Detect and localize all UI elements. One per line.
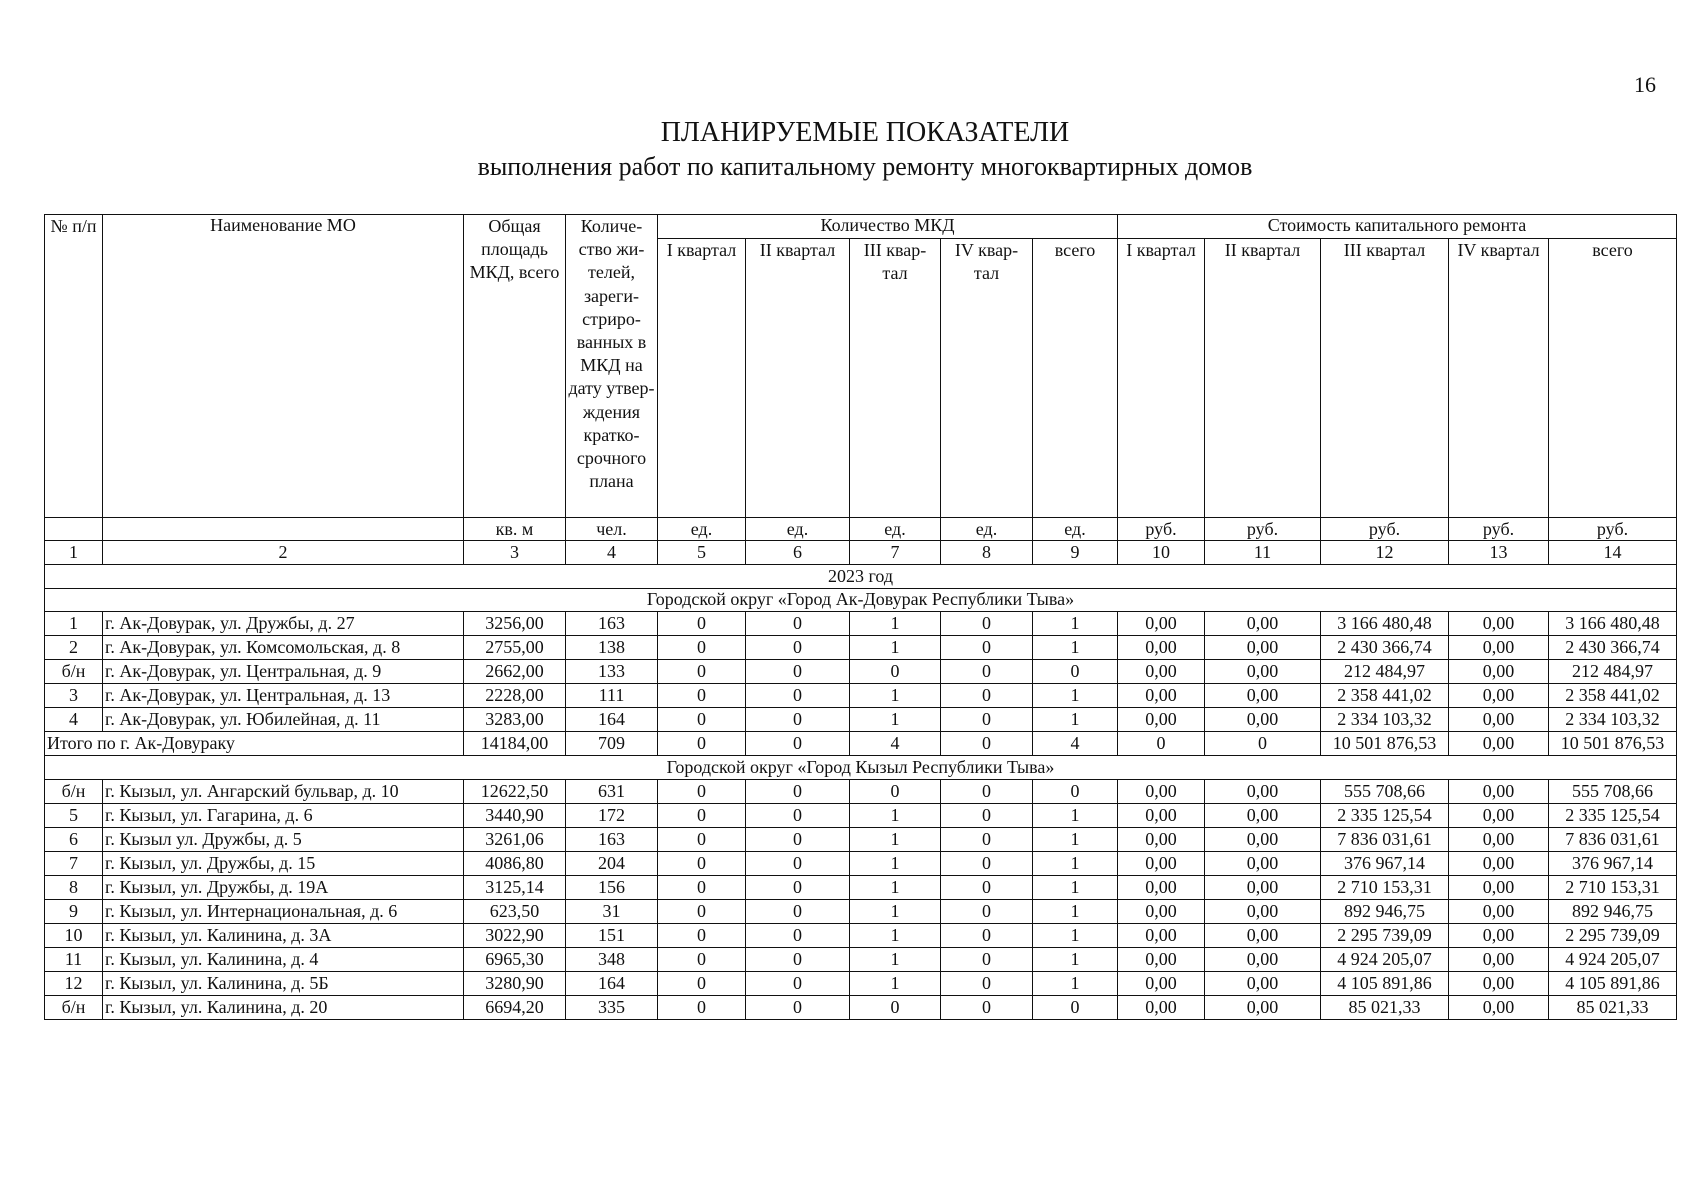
capital-repair-table xyxy=(44,214,1677,1020)
value-cell: 0,00 xyxy=(1449,828,1549,852)
address-cell: г. Кызыл ул. Дружбы, д. 5 xyxy=(103,828,464,852)
unit-cell: руб. xyxy=(1205,518,1321,541)
value-cell: 0,00 xyxy=(1449,780,1549,804)
total-value: 4 xyxy=(850,732,941,756)
value-cell: 10 xyxy=(45,924,103,948)
value-cell: 1 xyxy=(1033,804,1118,828)
value-cell: 5 xyxy=(45,804,103,828)
total-value: 0 xyxy=(941,732,1033,756)
value-cell: 1 xyxy=(1033,948,1118,972)
value-cell: 0 xyxy=(850,780,941,804)
value-cell: 0,00 xyxy=(1205,780,1321,804)
value-cell: 4 924 205,07 xyxy=(1321,948,1449,972)
value-cell: 3440,90 xyxy=(464,804,566,828)
value-cell: 0,00 xyxy=(1449,660,1549,684)
value-cell: 0 xyxy=(746,924,850,948)
value-cell: 11 xyxy=(45,948,103,972)
value-cell: 2 358 441,02 xyxy=(1321,684,1449,708)
value-cell: 0 xyxy=(941,852,1033,876)
value-cell: 0 xyxy=(941,780,1033,804)
total-value: 0,00 xyxy=(1449,732,1549,756)
value-cell: 0,00 xyxy=(1205,684,1321,708)
column-number: 7 xyxy=(850,541,941,565)
value-cell: 0,00 xyxy=(1449,948,1549,972)
value-cell: 0 xyxy=(658,828,746,852)
value-cell: 1 xyxy=(850,612,941,636)
table-row xyxy=(45,900,1677,924)
year-row xyxy=(45,564,1677,588)
value-cell: 1 xyxy=(45,612,103,636)
value-cell: 0,00 xyxy=(1118,852,1205,876)
value-cell: 1 xyxy=(1033,636,1118,660)
value-cell: 12 xyxy=(45,972,103,996)
total-value: 0 xyxy=(1205,732,1321,756)
value-cell: 0 xyxy=(746,852,850,876)
table-row xyxy=(45,828,1677,852)
col-header-num: № п/п xyxy=(45,215,103,518)
value-cell: 0,00 xyxy=(1205,612,1321,636)
value-cell: 1 xyxy=(1033,684,1118,708)
value-cell: 0 xyxy=(850,660,941,684)
column-number: 14 xyxy=(1549,541,1677,565)
address-cell: г. Кызыл, ул. Калинина, д. 5Б xyxy=(103,972,464,996)
total-value: 4 xyxy=(1033,732,1118,756)
value-cell: 0,00 xyxy=(1118,828,1205,852)
value-cell: 164 xyxy=(566,972,658,996)
value-cell: 0 xyxy=(941,708,1033,732)
document-subtitle: выполнения работ по капитальному ремонту многоквартирных домов xyxy=(477,152,1253,181)
value-cell: 0,00 xyxy=(1205,852,1321,876)
value-cell: 1 xyxy=(850,636,941,660)
value-cell: 0 xyxy=(941,612,1033,636)
value-cell: 3256,00 xyxy=(464,612,566,636)
column-number: 11 xyxy=(1205,541,1321,565)
value-cell: 1 xyxy=(850,708,941,732)
value-cell: 0 xyxy=(658,708,746,732)
value-cell: 0 xyxy=(658,612,746,636)
value-cell: 0,00 xyxy=(1449,924,1549,948)
value-cell: 0 xyxy=(941,924,1033,948)
value-cell: 4 924 205,07 xyxy=(1549,948,1677,972)
value-cell: 4086,80 xyxy=(464,852,566,876)
value-cell: 3 xyxy=(45,684,103,708)
value-cell: 12622,50 xyxy=(464,780,566,804)
value-cell: 1 xyxy=(850,876,941,900)
value-cell: 2 295 739,09 xyxy=(1321,924,1449,948)
unit-cell: ед. xyxy=(1033,518,1118,541)
total-value: 10 501 876,53 xyxy=(1549,732,1677,756)
value-cell: 7 xyxy=(45,852,103,876)
value-cell: 1 xyxy=(850,924,941,948)
total-value: 0 xyxy=(746,732,850,756)
value-cell: 0 xyxy=(746,636,850,660)
column-number: 3 xyxy=(464,541,566,565)
value-cell: 3 166 480,48 xyxy=(1321,612,1449,636)
column-number: 9 xyxy=(1033,541,1118,565)
total-value: 0 xyxy=(1118,732,1205,756)
table-row xyxy=(45,636,1677,660)
table-row xyxy=(45,852,1677,876)
value-cell: 0 xyxy=(1033,780,1118,804)
value-cell: 623,50 xyxy=(464,900,566,924)
unit-cell: руб. xyxy=(1549,518,1677,541)
value-cell: 0,00 xyxy=(1205,900,1321,924)
value-cell: 0,00 xyxy=(1205,708,1321,732)
col-header-mkd-q1: I квартал xyxy=(658,239,746,518)
value-cell: 164 xyxy=(566,708,658,732)
value-cell: 2 335 125,54 xyxy=(1321,804,1449,828)
value-cell: 2 xyxy=(45,636,103,660)
value-cell: 0 xyxy=(658,684,746,708)
col-header-mkd-q3: III квар-тал xyxy=(850,239,941,518)
value-cell: 0 xyxy=(746,900,850,924)
column-number: 4 xyxy=(566,541,658,565)
value-cell: 4 105 891,86 xyxy=(1549,972,1677,996)
address-cell: г. Ак-Довурак, ул. Центральная, д. 9 xyxy=(103,660,464,684)
value-cell: 1 xyxy=(850,804,941,828)
col-header-cost-q1: I квартал xyxy=(1118,239,1205,518)
col-header-cost-total: всего xyxy=(1549,239,1677,518)
section-heading: Городской округ «Город Кызыл Республики Тыва» xyxy=(45,756,1677,780)
value-cell: 0 xyxy=(746,948,850,972)
value-cell: 1 xyxy=(850,684,941,708)
value-cell: 0 xyxy=(658,660,746,684)
col-header-mkd-q4: IV квар-тал xyxy=(941,239,1033,518)
value-cell: 0,00 xyxy=(1118,948,1205,972)
value-cell: 0 xyxy=(746,876,850,900)
value-cell: 4 xyxy=(45,708,103,732)
value-cell: 0 xyxy=(746,612,850,636)
address-cell: г. Кызыл, ул. Интернациональная, д. 6 xyxy=(103,900,464,924)
value-cell: 2 430 366,74 xyxy=(1321,636,1449,660)
value-cell: 0,00 xyxy=(1118,900,1205,924)
value-cell: 376 967,14 xyxy=(1549,852,1677,876)
col-header-cost-q2: II квартал xyxy=(1205,239,1321,518)
value-cell: 2662,00 xyxy=(464,660,566,684)
value-cell: 0,00 xyxy=(1205,924,1321,948)
value-cell: 8 xyxy=(45,876,103,900)
value-cell: 0 xyxy=(941,660,1033,684)
table-body xyxy=(45,215,1677,1020)
value-cell: 0,00 xyxy=(1449,636,1549,660)
value-cell: 0 xyxy=(658,852,746,876)
value-cell: 1 xyxy=(1033,612,1118,636)
value-cell: 0,00 xyxy=(1449,972,1549,996)
value-cell: 3125,14 xyxy=(464,876,566,900)
value-cell: 0,00 xyxy=(1205,948,1321,972)
value-cell: 1 xyxy=(850,852,941,876)
value-cell: 0,00 xyxy=(1118,972,1205,996)
value-cell: 9 xyxy=(45,900,103,924)
value-cell: 1 xyxy=(850,900,941,924)
address-cell: г. Кызыл, ул. Дружбы, д. 15 xyxy=(103,852,464,876)
value-cell: б/н xyxy=(45,660,103,684)
value-cell: 2 334 103,32 xyxy=(1549,708,1677,732)
col-header-cost-q4: IV квартал xyxy=(1449,239,1549,518)
unit-cell: ед. xyxy=(746,518,850,541)
value-cell: 0 xyxy=(1033,660,1118,684)
value-cell: 2228,00 xyxy=(464,684,566,708)
value-cell: 3022,90 xyxy=(464,924,566,948)
value-cell: 1 xyxy=(1033,828,1118,852)
value-cell: 1 xyxy=(850,972,941,996)
value-cell: 0 xyxy=(746,708,850,732)
value-cell: 0,00 xyxy=(1118,636,1205,660)
value-cell: 0 xyxy=(941,828,1033,852)
unit-cell: ед. xyxy=(941,518,1033,541)
unit-cell: ед. xyxy=(658,518,746,541)
value-cell: 0 xyxy=(658,972,746,996)
address-cell: г. Кызыл, ул. Калинина, д. 20 xyxy=(103,996,464,1020)
value-cell: 0,00 xyxy=(1205,636,1321,660)
table-row xyxy=(45,780,1677,804)
address-cell: г. Ак-Довурак, ул. Центральная, д. 13 xyxy=(103,684,464,708)
value-cell: 212 484,97 xyxy=(1549,660,1677,684)
value-cell: 0 xyxy=(941,948,1033,972)
value-cell: 376 967,14 xyxy=(1321,852,1449,876)
value-cell: 0,00 xyxy=(1449,900,1549,924)
value-cell: 0 xyxy=(941,900,1033,924)
address-cell: г. Ак-Довурак, ул. Комсомольская, д. 8 xyxy=(103,636,464,660)
value-cell: 212 484,97 xyxy=(1321,660,1449,684)
value-cell: 133 xyxy=(566,660,658,684)
value-cell: 0,00 xyxy=(1449,804,1549,828)
table-row xyxy=(45,996,1677,1020)
column-number: 1 xyxy=(45,541,103,565)
col-header-mkd-count: Количество МКД xyxy=(658,215,1118,239)
column-number: 6 xyxy=(746,541,850,565)
value-cell: 0,00 xyxy=(1449,612,1549,636)
value-cell: 0,00 xyxy=(1205,660,1321,684)
value-cell: 0 xyxy=(658,900,746,924)
value-cell: 0,00 xyxy=(1449,684,1549,708)
value-cell: б/н xyxy=(45,780,103,804)
value-cell: 2755,00 xyxy=(464,636,566,660)
column-number: 8 xyxy=(941,541,1033,565)
value-cell: 1 xyxy=(1033,876,1118,900)
value-cell: 0 xyxy=(658,636,746,660)
value-cell: 0 xyxy=(658,876,746,900)
table-row xyxy=(45,948,1677,972)
col-header-name: Наименование МО xyxy=(103,215,464,518)
value-cell: 2 334 103,32 xyxy=(1321,708,1449,732)
column-number: 10 xyxy=(1118,541,1205,565)
value-cell: 1 xyxy=(1033,708,1118,732)
value-cell: 6965,30 xyxy=(464,948,566,972)
column-number-row xyxy=(45,541,1677,565)
unit-cell: ед. xyxy=(850,518,941,541)
unit-cell: чел. xyxy=(566,518,658,541)
col-header-residents: Количе-ство жи-телей, зареги-стриро-ванных в МКД на дату утвер-ждения кратко-срочного плана xyxy=(566,215,658,518)
value-cell: 85 021,33 xyxy=(1321,996,1449,1020)
value-cell: 6694,20 xyxy=(464,996,566,1020)
value-cell: 555 708,66 xyxy=(1321,780,1449,804)
column-number: 5 xyxy=(658,541,746,565)
value-cell: 555 708,66 xyxy=(1549,780,1677,804)
value-cell: 31 xyxy=(566,900,658,924)
unit-cell: кв. м xyxy=(464,518,566,541)
value-cell: 2 710 153,31 xyxy=(1549,876,1677,900)
value-cell: 0 xyxy=(746,660,850,684)
value-cell: 0,00 xyxy=(1118,924,1205,948)
value-cell: 0,00 xyxy=(1205,876,1321,900)
value-cell: 151 xyxy=(566,924,658,948)
value-cell: 0,00 xyxy=(1118,660,1205,684)
unit-cell: руб. xyxy=(1449,518,1549,541)
address-cell: г. Кызыл, ул. Гагарина, д. 6 xyxy=(103,804,464,828)
value-cell: 0,00 xyxy=(1205,804,1321,828)
value-cell: б/н xyxy=(45,996,103,1020)
units-row xyxy=(45,518,1677,541)
value-cell: 156 xyxy=(566,876,658,900)
value-cell: 0,00 xyxy=(1449,708,1549,732)
column-number: 12 xyxy=(1321,541,1449,565)
value-cell: 3 166 480,48 xyxy=(1549,612,1677,636)
address-cell: г. Кызыл, ул. Калинина, д. 4 xyxy=(103,948,464,972)
value-cell: 7 836 031,61 xyxy=(1321,828,1449,852)
value-cell: 0 xyxy=(941,972,1033,996)
value-cell: 0 xyxy=(658,804,746,828)
col-header-mkd-q2: II квартал xyxy=(746,239,850,518)
value-cell: 3283,00 xyxy=(464,708,566,732)
value-cell: 0,00 xyxy=(1449,996,1549,1020)
col-header-repair-cost: Стоимость капитального ремонта xyxy=(1118,215,1677,239)
value-cell: 0 xyxy=(941,876,1033,900)
col-header-cost-q3: III квартал xyxy=(1321,239,1449,518)
value-cell: 0 xyxy=(746,972,850,996)
unit-cell: руб. xyxy=(1118,518,1205,541)
value-cell: 85 021,33 xyxy=(1549,996,1677,1020)
table-row xyxy=(45,972,1677,996)
col-header-area: Общая площадь МКД, всего xyxy=(464,215,566,518)
value-cell: 0,00 xyxy=(1449,876,1549,900)
value-cell: 0 xyxy=(746,996,850,1020)
value-cell: 0,00 xyxy=(1118,684,1205,708)
value-cell: 0,00 xyxy=(1118,804,1205,828)
address-cell: г. Кызыл, ул. Дружбы, д. 19А xyxy=(103,876,464,900)
address-cell: г. Ак-Довурак, ул. Юбилейная, д. 11 xyxy=(103,708,464,732)
address-cell: г. Кызыл, ул. Калинина, д. 3А xyxy=(103,924,464,948)
value-cell: 138 xyxy=(566,636,658,660)
value-cell: 2 295 739,09 xyxy=(1549,924,1677,948)
header-row-1 xyxy=(45,215,1677,239)
value-cell: 1 xyxy=(1033,924,1118,948)
value-cell: 163 xyxy=(566,612,658,636)
value-cell: 172 xyxy=(566,804,658,828)
address-cell: г. Ак-Довурак, ул. Дружбы, д. 27 xyxy=(103,612,464,636)
value-cell: 0 xyxy=(941,996,1033,1020)
section-heading-row xyxy=(45,588,1677,612)
value-cell: 0,00 xyxy=(1118,780,1205,804)
total-value: 709 xyxy=(566,732,658,756)
value-cell: 4 105 891,86 xyxy=(1321,972,1449,996)
value-cell: 3261,06 xyxy=(464,828,566,852)
total-label: Итого по г. Ак-Довураку xyxy=(45,732,464,756)
total-value: 10 501 876,53 xyxy=(1321,732,1449,756)
table-row xyxy=(45,684,1677,708)
value-cell: 0 xyxy=(746,804,850,828)
value-cell: 0 xyxy=(941,636,1033,660)
value-cell: 0,00 xyxy=(1118,876,1205,900)
value-cell: 1 xyxy=(1033,852,1118,876)
value-cell: 1 xyxy=(1033,900,1118,924)
value-cell: 0 xyxy=(658,996,746,1020)
value-cell: 0,00 xyxy=(1205,996,1321,1020)
total-value: 0 xyxy=(658,732,746,756)
section-heading: Городской округ «Город Ак-Довурак Республики Тыва» xyxy=(45,588,1677,612)
value-cell: 0,00 xyxy=(1449,852,1549,876)
value-cell: 0 xyxy=(1033,996,1118,1020)
page-number: 16 xyxy=(1634,72,1656,97)
value-cell: 335 xyxy=(566,996,658,1020)
value-cell: 204 xyxy=(566,852,658,876)
value-cell: 1 xyxy=(1033,972,1118,996)
year-heading: 2023 год xyxy=(45,564,1677,588)
value-cell: 892 946,75 xyxy=(1321,900,1449,924)
address-cell: г. Кызыл, ул. Ангарский бульвар, д. 10 xyxy=(103,780,464,804)
column-number: 13 xyxy=(1449,541,1549,565)
value-cell: 0,00 xyxy=(1205,828,1321,852)
value-cell: 0 xyxy=(746,780,850,804)
table-row xyxy=(45,924,1677,948)
value-cell: 631 xyxy=(566,780,658,804)
value-cell: 0 xyxy=(658,948,746,972)
table-row xyxy=(45,708,1677,732)
column-number: 2 xyxy=(103,541,464,565)
value-cell: 0 xyxy=(941,804,1033,828)
value-cell: 0 xyxy=(941,684,1033,708)
value-cell: 7 836 031,61 xyxy=(1549,828,1677,852)
document-title: ПЛАНИРУЕМЫЕ ПОКАЗАТЕЛИ xyxy=(660,117,1070,148)
value-cell: 111 xyxy=(566,684,658,708)
value-cell: 163 xyxy=(566,828,658,852)
total-value: 14184,00 xyxy=(464,732,566,756)
col-header-mkd-total: всего xyxy=(1033,239,1118,518)
value-cell: 2 710 153,31 xyxy=(1321,876,1449,900)
value-cell: 348 xyxy=(566,948,658,972)
total-row xyxy=(45,732,1677,756)
value-cell: 0,00 xyxy=(1118,612,1205,636)
value-cell: 0 xyxy=(746,684,850,708)
section-heading-row xyxy=(45,756,1677,780)
value-cell: 0,00 xyxy=(1118,996,1205,1020)
value-cell: 0 xyxy=(658,780,746,804)
value-cell: 892 946,75 xyxy=(1549,900,1677,924)
value-cell: 1 xyxy=(850,828,941,852)
value-cell: 1 xyxy=(850,948,941,972)
table-row xyxy=(45,612,1677,636)
value-cell: 2 430 366,74 xyxy=(1549,636,1677,660)
value-cell: 0 xyxy=(850,996,941,1020)
value-cell: 0 xyxy=(658,924,746,948)
table-row xyxy=(45,804,1677,828)
value-cell: 0,00 xyxy=(1205,972,1321,996)
unit-cell: руб. xyxy=(1321,518,1449,541)
value-cell: 2 335 125,54 xyxy=(1549,804,1677,828)
value-cell: 6 xyxy=(45,828,103,852)
value-cell: 2 358 441,02 xyxy=(1549,684,1677,708)
value-cell: 3280,90 xyxy=(464,972,566,996)
value-cell: 0,00 xyxy=(1118,708,1205,732)
value-cell: 0 xyxy=(746,828,850,852)
table-row xyxy=(45,876,1677,900)
table-row xyxy=(45,660,1677,684)
